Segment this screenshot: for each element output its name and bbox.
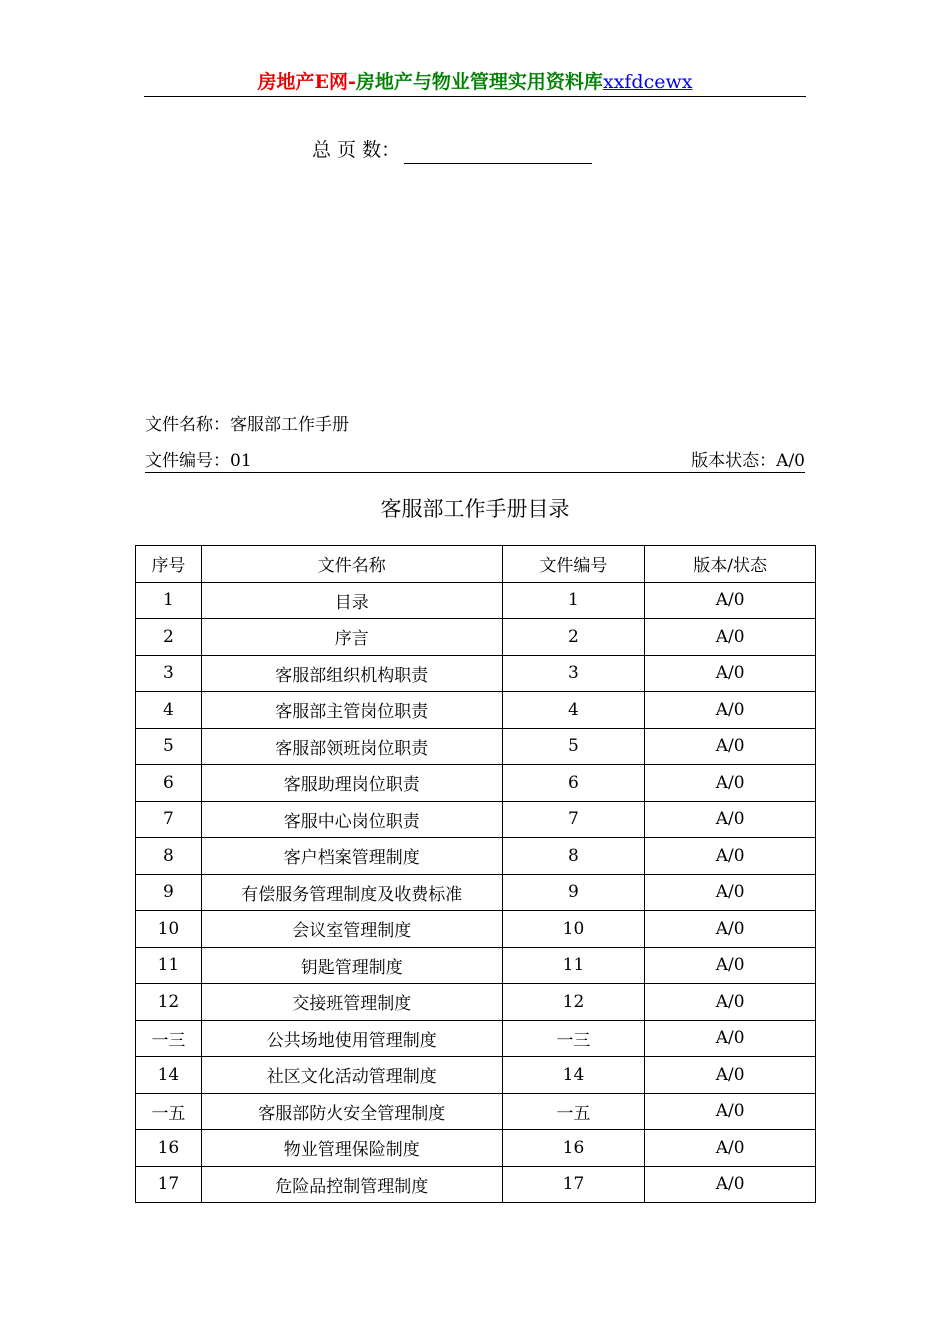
table-row — [136, 619, 816, 656]
table-header-row — [136, 546, 816, 583]
table-row — [136, 728, 816, 765]
cell-version: A/0 — [645, 1057, 816, 1094]
cell-version: A/0 — [645, 1020, 816, 1057]
version-status: 版本状态：A/0 — [691, 451, 805, 471]
cell-number: 9 — [136, 874, 202, 911]
cell-number: 8 — [136, 838, 202, 875]
cell-version: A/0 — [645, 655, 816, 692]
cell-file-name: 会议室管理制度 — [201, 911, 502, 948]
cell-version: A/0 — [645, 1130, 816, 1167]
cell-version: A/0 — [645, 582, 816, 619]
table-row — [136, 1093, 816, 1130]
cell-file-name: 客服部防火安全管理制度 — [201, 1093, 502, 1130]
table-row — [136, 765, 816, 802]
cell-file-name: 交接班管理制度 — [201, 984, 502, 1021]
table-row — [136, 911, 816, 948]
column-header-number: 序号 — [136, 546, 202, 583]
cell-file-code: 一五 — [502, 1093, 645, 1130]
total-pages-field — [312, 136, 592, 164]
cell-file-code: 12 — [502, 984, 645, 1021]
table-row — [136, 801, 816, 838]
cell-file-name: 有偿服务管理制度及收费标准 — [201, 874, 502, 911]
toc-table — [135, 545, 816, 1203]
cell-version: A/0 — [645, 984, 816, 1021]
cell-file-name: 客服部领班岗位职责 — [201, 728, 502, 765]
table-row — [136, 984, 816, 1021]
cell-file-code: 7 — [502, 801, 645, 838]
cell-version: A/0 — [645, 874, 816, 911]
cell-version: A/0 — [645, 765, 816, 802]
cell-file-name: 客服助理岗位职责 — [201, 765, 502, 802]
cell-file-name: 客户档案管理制度 — [201, 838, 502, 875]
cell-number: 6 — [136, 765, 202, 802]
table-row — [136, 1020, 816, 1057]
cell-file-name: 客服部组织机构职责 — [201, 655, 502, 692]
column-header-version: 版本/状态 — [645, 546, 816, 583]
cell-number: 14 — [136, 1057, 202, 1094]
cell-version: A/0 — [645, 801, 816, 838]
cell-number: 7 — [136, 801, 202, 838]
cell-number: 16 — [136, 1130, 202, 1167]
cell-file-code: 6 — [502, 765, 645, 802]
cell-version: A/0 — [645, 911, 816, 948]
header-link[interactable]: xxfdcewx — [602, 71, 693, 93]
cell-file-name: 社区文化活动管理制度 — [201, 1057, 502, 1094]
header-library-name: 房地产与物业管理实用资料库 — [355, 71, 603, 93]
cell-file-name: 钥匙管理制度 — [201, 947, 502, 984]
cell-file-code: 2 — [502, 619, 645, 656]
cell-version: A/0 — [645, 728, 816, 765]
cell-file-name: 危险品控制管理制度 — [201, 1166, 502, 1203]
cell-file-name: 目录 — [201, 582, 502, 619]
cell-version: A/0 — [645, 947, 816, 984]
cell-number: 4 — [136, 692, 202, 729]
cell-file-name: 客服部主管岗位职责 — [201, 692, 502, 729]
table-row — [136, 874, 816, 911]
cell-number: 2 — [136, 619, 202, 656]
cell-number: 5 — [136, 728, 202, 765]
cell-file-code: 一三 — [502, 1020, 645, 1057]
total-pages-label: 总 页 数： — [312, 139, 401, 161]
table-row — [136, 1166, 816, 1203]
total-pages-blank — [404, 141, 592, 164]
cell-number: 12 — [136, 984, 202, 1021]
cell-file-name: 序言 — [201, 619, 502, 656]
cell-file-name: 客服中心岗位职责 — [201, 801, 502, 838]
cell-number: 10 — [136, 911, 202, 948]
cell-file-code: 11 — [502, 947, 645, 984]
cell-version: A/0 — [645, 619, 816, 656]
cell-number: 一五 — [136, 1093, 202, 1130]
cell-file-code: 8 — [502, 838, 645, 875]
file-name-line: 文件名称：客服部工作手册 — [145, 415, 349, 435]
cell-file-code: 3 — [502, 655, 645, 692]
cell-number: 1 — [136, 582, 202, 619]
table-row — [136, 838, 816, 875]
cell-file-name: 物业管理保险制度 — [201, 1130, 502, 1167]
cell-file-name: 公共场地使用管理制度 — [201, 1020, 502, 1057]
header-site-name: 房地产E网- — [257, 71, 356, 93]
cell-version: A/0 — [645, 692, 816, 729]
cell-file-code: 1 — [502, 582, 645, 619]
file-number: 文件编号：01 — [145, 451, 252, 471]
cell-file-code: 16 — [502, 1130, 645, 1167]
table-row — [136, 582, 816, 619]
cell-number: 11 — [136, 947, 202, 984]
table-row — [136, 692, 816, 729]
table-row — [136, 655, 816, 692]
cell-file-code: 17 — [502, 1166, 645, 1203]
cell-file-code: 14 — [502, 1057, 645, 1094]
file-meta-line — [145, 448, 805, 473]
page-header — [144, 68, 806, 97]
column-header-file-name: 文件名称 — [201, 546, 502, 583]
table-row — [136, 1057, 816, 1094]
cell-file-code: 4 — [502, 692, 645, 729]
cell-number: 一三 — [136, 1020, 202, 1057]
cell-version: A/0 — [645, 1093, 816, 1130]
cell-file-code: 9 — [502, 874, 645, 911]
cell-number: 17 — [136, 1166, 202, 1203]
cell-version: A/0 — [645, 838, 816, 875]
toc-title: 客服部工作手册目录 — [380, 497, 570, 521]
column-header-file-code: 文件编号 — [502, 546, 645, 583]
cell-file-code: 10 — [502, 911, 645, 948]
table-row — [136, 1130, 816, 1167]
cell-number: 3 — [136, 655, 202, 692]
cell-file-code: 5 — [502, 728, 645, 765]
cell-version: A/0 — [645, 1166, 816, 1203]
table-row — [136, 947, 816, 984]
